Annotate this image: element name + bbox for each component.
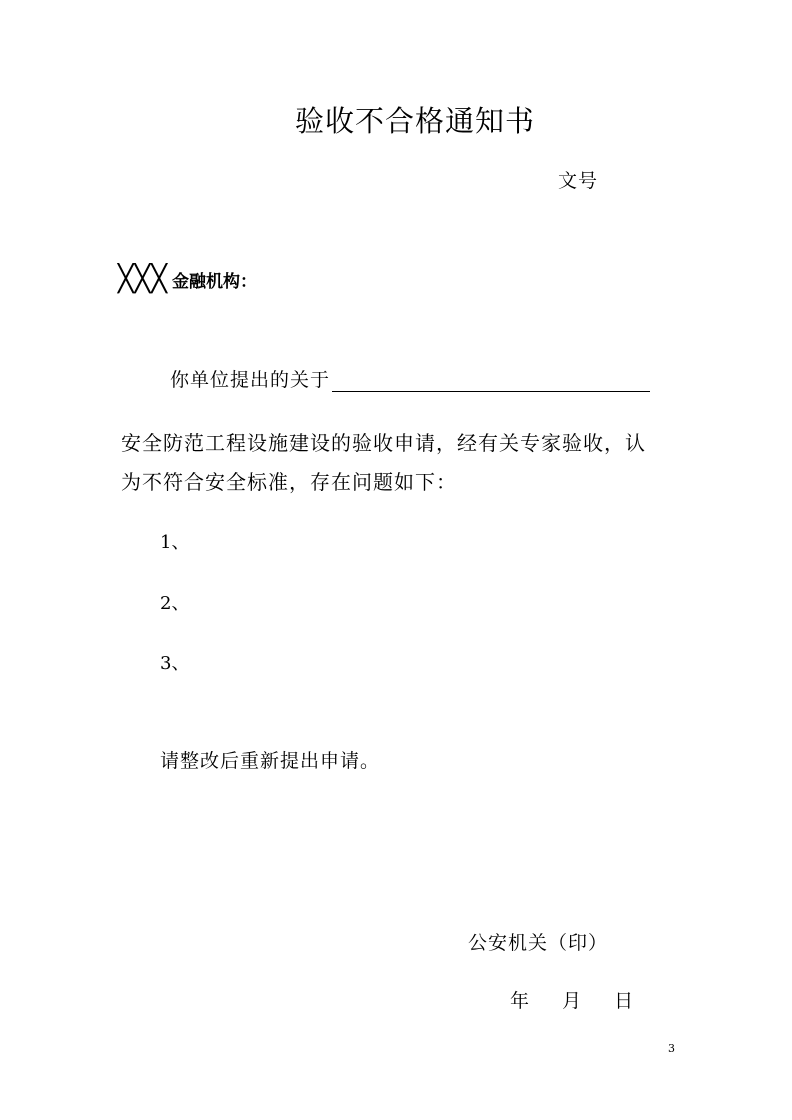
recipient-line xyxy=(118,264,257,294)
intro-line xyxy=(170,365,650,392)
date-month: 月 xyxy=(562,990,582,1012)
page-number: 3 xyxy=(668,1042,675,1055)
date-year: 年 xyxy=(510,990,530,1012)
recipient-org-label: 金融机构： xyxy=(171,271,257,292)
issue-item-2: 2、 xyxy=(160,593,190,614)
date-line xyxy=(510,986,633,1013)
document-title: 验收不合格通知书 xyxy=(294,104,535,138)
body-line: 安全防范工程设施建设的验收申请，经有关专家验收，认 xyxy=(121,431,646,455)
issue-item-3: 3、 xyxy=(160,653,190,674)
closing-text: 请整改后重新提出申请。 xyxy=(160,750,381,772)
document-number-label: 文号 xyxy=(558,170,599,192)
date-day: 日 xyxy=(614,990,634,1012)
issue-item-1: 1、 xyxy=(160,532,190,553)
body-paragraph xyxy=(121,424,671,502)
body-line: 为不符合安全标准，存在问题如下： xyxy=(121,470,457,494)
signature-seal: 公安机关（印） xyxy=(468,932,609,954)
placeholder-marks: ╳╳╳ xyxy=(118,264,168,294)
fill-in-blank xyxy=(332,371,650,392)
intro-text: 你单位提出的关于 xyxy=(170,369,331,391)
